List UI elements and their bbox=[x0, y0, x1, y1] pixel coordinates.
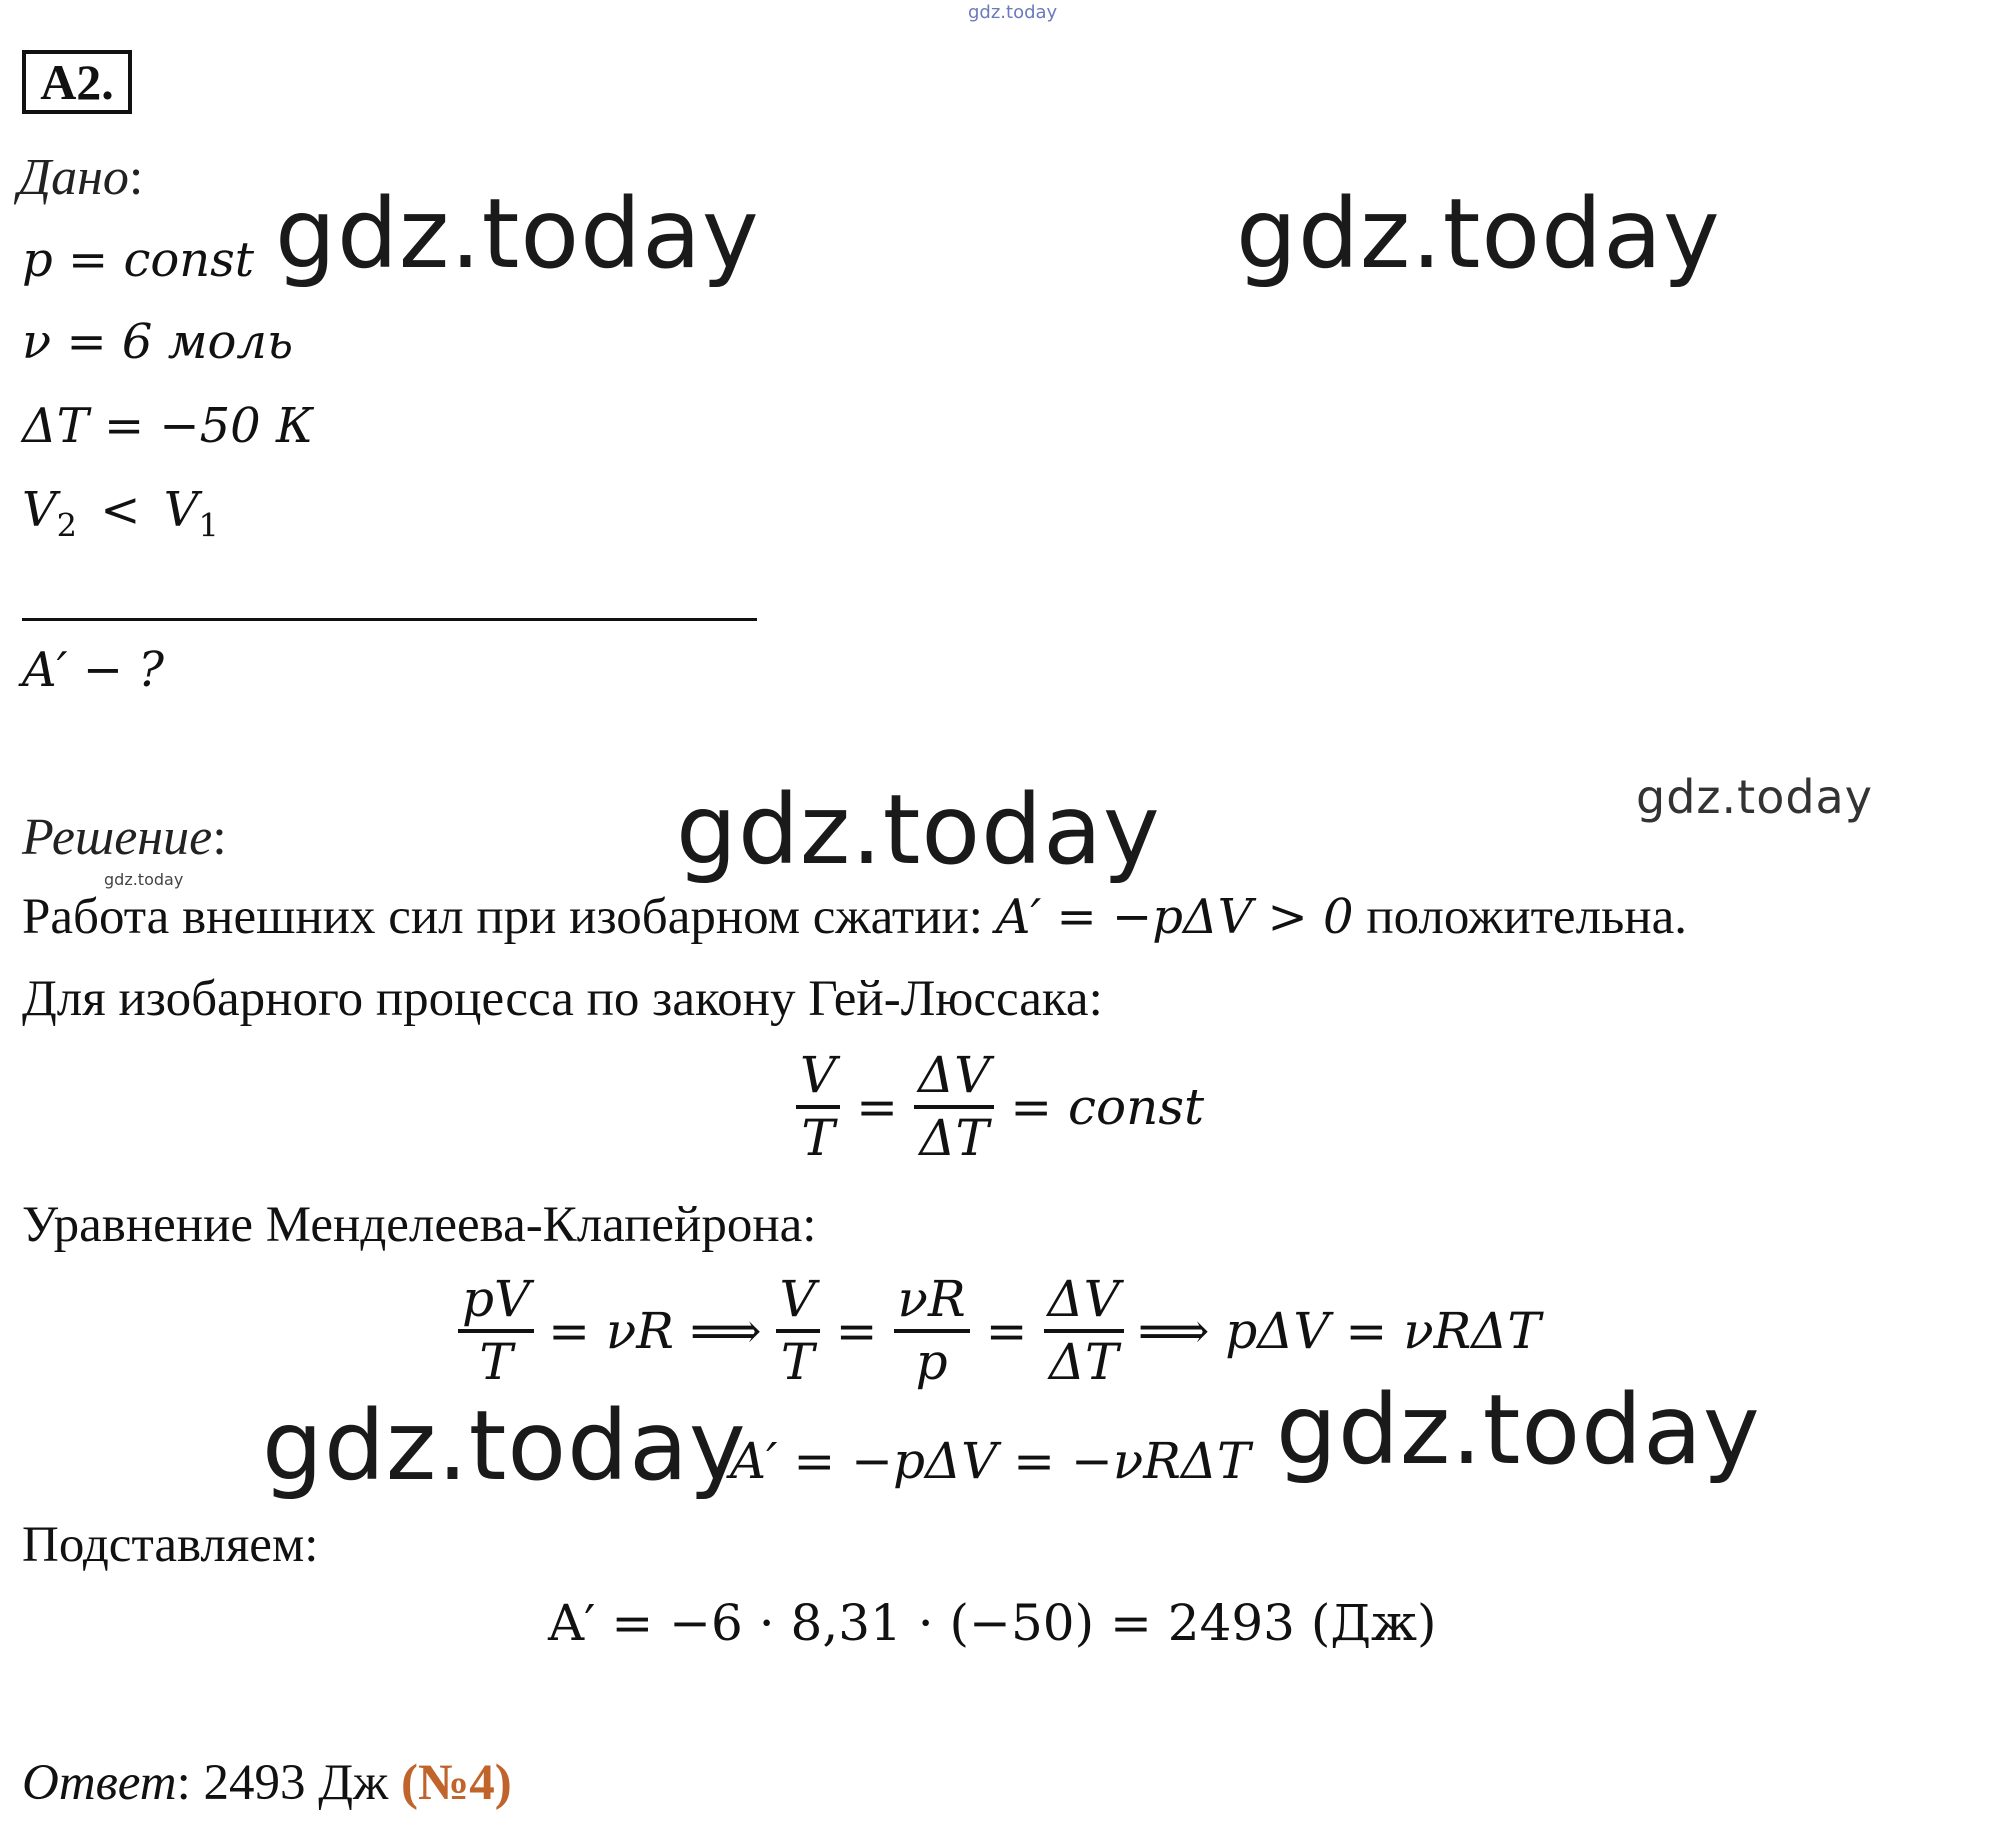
fraction-denominator: ΔT bbox=[919, 1109, 989, 1167]
task-number: A2. bbox=[22, 50, 132, 114]
given-heading bbox=[18, 148, 143, 207]
solution-heading-colon: : bbox=[212, 809, 227, 866]
fraction-denominator: T bbox=[780, 1333, 815, 1391]
implies-p-dv-tail: ⟹ pΔV = νRΔT bbox=[1137, 1302, 1541, 1360]
watermark-large-4: gdz.today bbox=[262, 1390, 747, 1502]
fraction-numerator: V bbox=[776, 1272, 820, 1333]
solution-line-work bbox=[22, 888, 1687, 946]
given-heading-colon: : bbox=[128, 149, 144, 206]
fraction-dv-over-dt bbox=[1044, 1272, 1124, 1390]
less-than: < bbox=[100, 482, 141, 538]
solution-line-substitute: Подставляем: bbox=[22, 1517, 319, 1573]
given-divider bbox=[22, 618, 757, 621]
answer-colon: : bbox=[176, 1755, 191, 1811]
const-tail: = const bbox=[1010, 1078, 1205, 1136]
v1-symbol: V bbox=[163, 482, 199, 538]
mendeleev-formula bbox=[452, 1272, 1541, 1390]
answer-line bbox=[22, 1754, 512, 1812]
work-text-before: Работа внешних сил при изобарном сжатии: bbox=[22, 889, 996, 945]
fraction-v-over-t bbox=[796, 1048, 840, 1166]
solution-line-gay-lussac: Для изобарного процесса по закону Гей-Люссака: bbox=[22, 971, 1103, 1027]
answer-number: (№4) bbox=[401, 1755, 512, 1811]
given-pressure: p = const bbox=[22, 232, 255, 288]
watermark-small: gdz.today bbox=[104, 870, 184, 889]
fraction-numerator: ΔV bbox=[1044, 1272, 1124, 1333]
work-formula: A′ = −pΔV = −νRΔT bbox=[730, 1432, 1251, 1490]
fraction-nu-r-over-p bbox=[894, 1272, 970, 1390]
answer-value: 2493 Дж bbox=[203, 1755, 389, 1811]
watermark-large-1: gdz.today bbox=[275, 178, 760, 290]
solution-heading-text: Решение bbox=[22, 809, 213, 866]
fraction-denominator: T bbox=[479, 1333, 513, 1391]
gay-lussac-formula bbox=[790, 1048, 1204, 1166]
watermark-large-5: gdz.today bbox=[1276, 1374, 1761, 1486]
fraction-numerator: ΔV bbox=[914, 1048, 994, 1109]
fraction-denominator: T bbox=[801, 1109, 835, 1167]
fraction-dv-over-dt bbox=[914, 1048, 994, 1166]
v2-symbol: V bbox=[22, 482, 57, 538]
fraction-numerator: pV bbox=[458, 1272, 534, 1333]
equals-sign: = bbox=[985, 1302, 1028, 1360]
answer-label: Ответ bbox=[22, 1755, 177, 1811]
solution-line-mendeleev: Уравнение Менделеева-Клапейрона: bbox=[22, 1197, 817, 1253]
fraction-numerator: V bbox=[796, 1048, 840, 1109]
given-volume-relation bbox=[22, 482, 219, 545]
work-sign-formula: A′ = −pΔV > 0 bbox=[995, 889, 1354, 945]
v1-subscript: 1 bbox=[198, 506, 219, 545]
equals-sign: = bbox=[856, 1078, 899, 1136]
given-temperature-change: ΔT = −50 К bbox=[22, 398, 314, 454]
fraction-denominator: p bbox=[915, 1333, 948, 1391]
work-text-after: положительна. bbox=[1353, 889, 1687, 945]
given-heading-text: Дано bbox=[18, 149, 129, 206]
watermark-large-2: gdz.today bbox=[1236, 178, 1721, 290]
watermark-top: gdz.today bbox=[968, 2, 1058, 23]
watermark-large-3: gdz.today bbox=[676, 774, 1161, 886]
given-amount: ν = 6 моль bbox=[22, 314, 294, 370]
fraction-pv-over-t bbox=[458, 1272, 534, 1390]
watermark-medium: gdz.today bbox=[1636, 770, 1873, 824]
substitution-formula: A′ = −6 · 8,31 · (−50) = 2493 (Дж) bbox=[548, 1594, 1437, 1652]
solution-heading bbox=[22, 808, 227, 867]
v2-subscript: 2 bbox=[56, 506, 78, 545]
fraction-v-over-t bbox=[776, 1272, 820, 1390]
equals-nu-r-implies: = νR ⟹ bbox=[548, 1302, 762, 1360]
equals-sign: = bbox=[835, 1302, 878, 1360]
find-unknown: A′ − ? bbox=[22, 642, 165, 698]
fraction-numerator: νR bbox=[894, 1272, 970, 1333]
fraction-denominator: ΔT bbox=[1048, 1333, 1119, 1391]
